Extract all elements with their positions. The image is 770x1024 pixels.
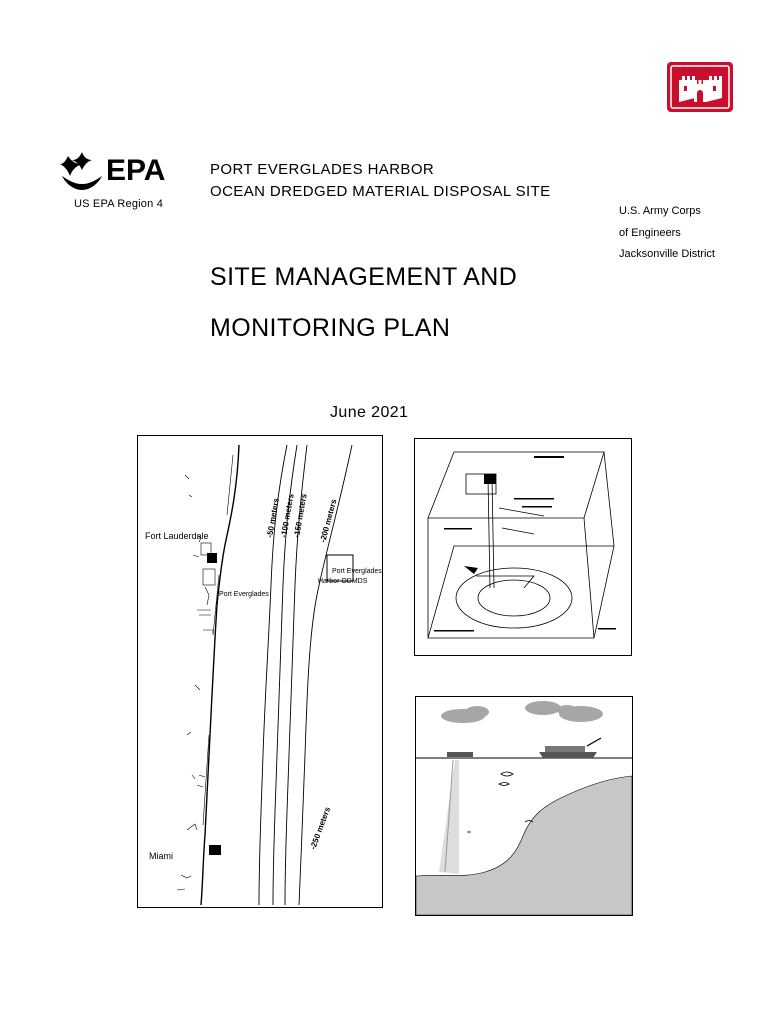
cloud (525, 701, 561, 715)
label-contour-200: -200 meters (318, 498, 339, 544)
epa-logo (60, 150, 170, 192)
label-contour-50: -50 meters (265, 497, 281, 539)
label-contour-100: -100 meters (279, 492, 296, 539)
corps-line2: of Engineers (619, 227, 681, 239)
label-miami: Miami (149, 851, 173, 861)
disposal-site-diagram (414, 438, 632, 656)
scow (447, 752, 473, 757)
label-fort-lauderdale: Fort Lauderdale (145, 531, 209, 541)
location-map (137, 435, 383, 908)
water-column-section (415, 696, 633, 916)
label-contour-250: -250 meters (308, 805, 333, 851)
epa-region-label: US EPA Region 4 (74, 198, 164, 210)
label-contour-150: -150 meters (292, 492, 309, 539)
usace-castle-logo (667, 62, 733, 112)
corps-line3: Jacksonville District (619, 248, 715, 260)
corps-line1: U.S. Army Corps (619, 205, 701, 217)
epa-logo-text: EPA (106, 154, 166, 187)
tug-vessel (539, 752, 597, 758)
label-port-everglades: Port Everglades (219, 591, 269, 598)
site-name-line1: PORT EVERGLADES HARBOR (210, 161, 435, 178)
site-name-line2: OCEAN DREDGED MATERIAL DISPOSAL SITE (210, 183, 551, 200)
document-title-line1: SITE MANAGEMENT AND (210, 263, 518, 291)
label-odmds-line1: Port Everglades (332, 568, 382, 575)
document-date: June 2021 (330, 404, 409, 421)
document-title-line2: MONITORING PLAN (210, 314, 451, 342)
label-odmds-line2: Harbor ODMDS (318, 578, 368, 585)
